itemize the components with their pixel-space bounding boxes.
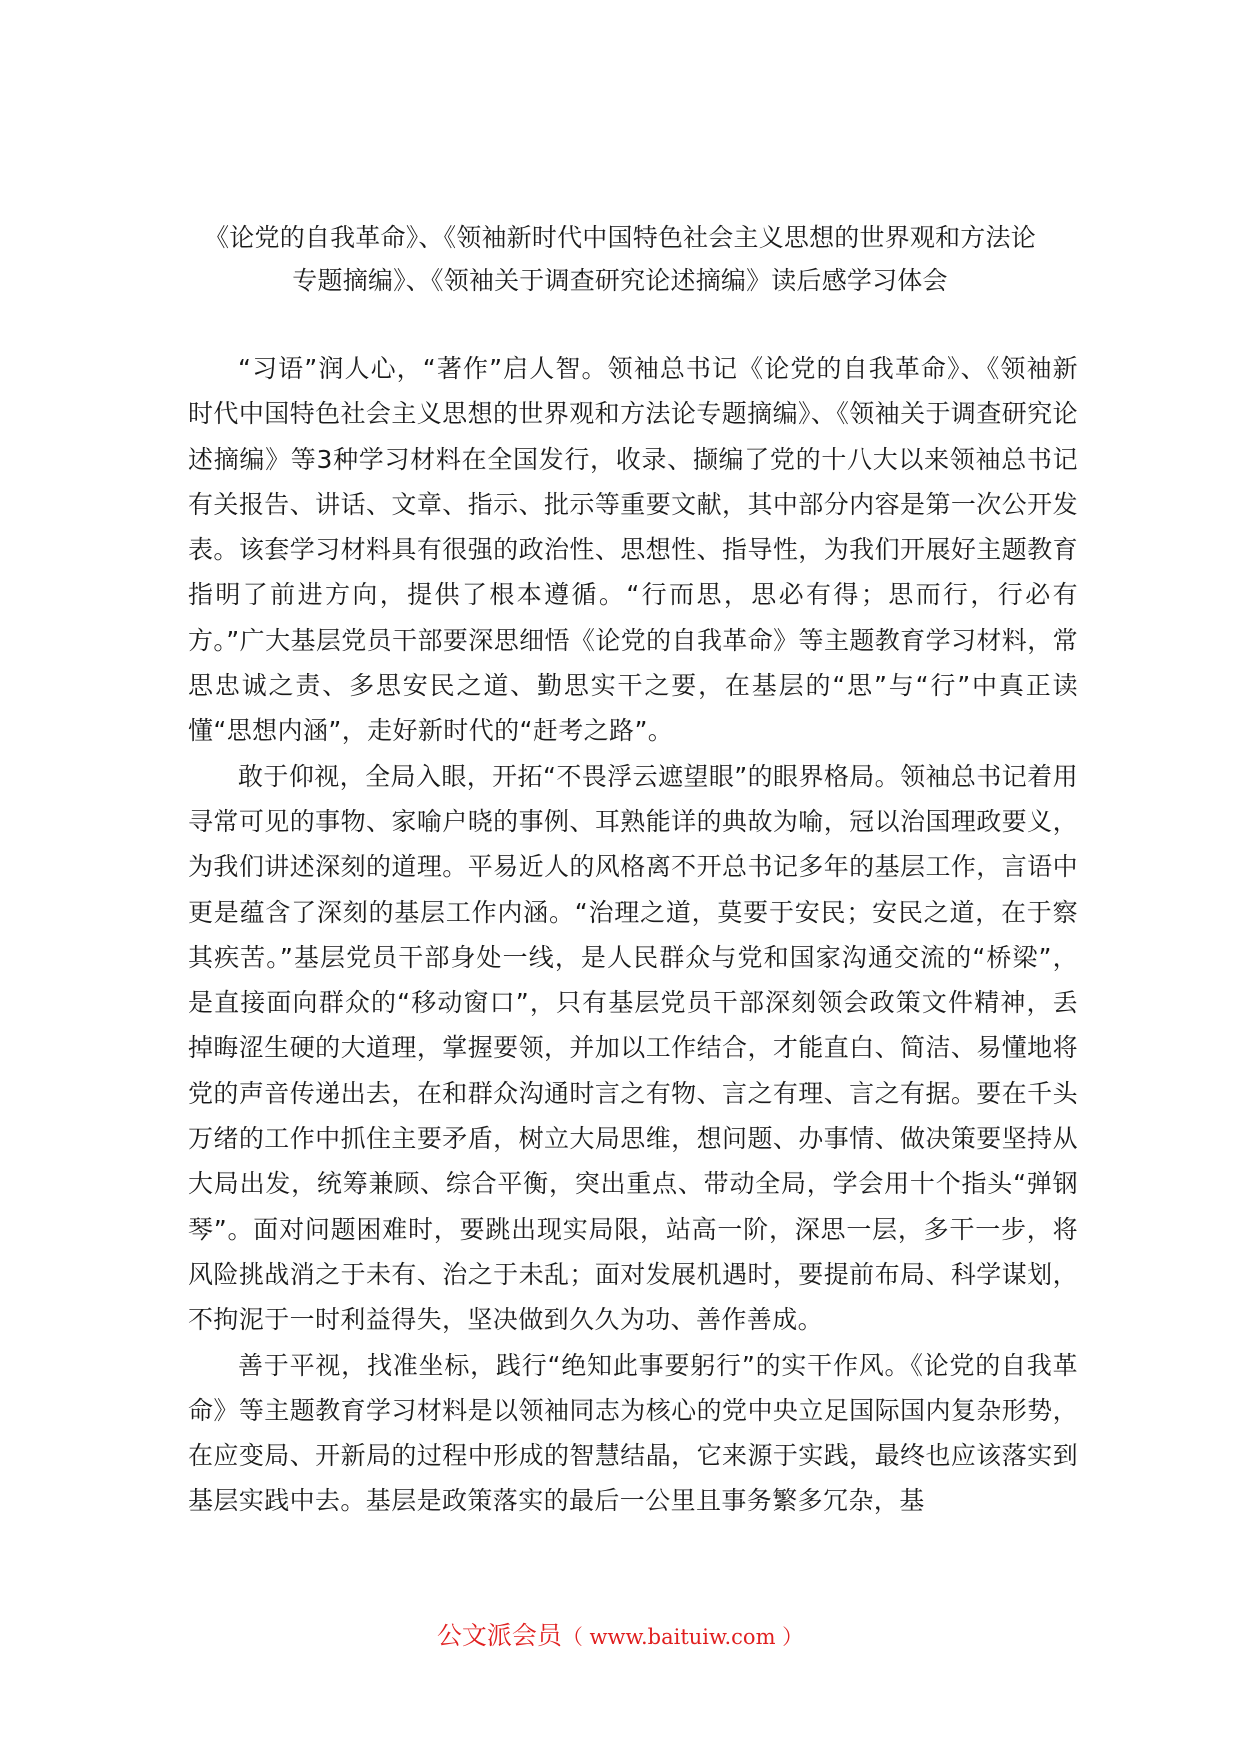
document-title [150, 216, 1090, 302]
footer-site-name: 公文派会员 [436, 1621, 562, 1650]
title-line-1: 《论党的自我革命》、《领袖新时代中国特色社会主义思想的世界观和方法论 [204, 223, 1036, 252]
footer-watermark [0, 1618, 1240, 1655]
footer-url: （ www.baituiw.com ） [561, 1625, 804, 1649]
paragraph-2: 敢于仰视，全局入眼，开拓“不畏浮云遮望眼”的眼界格局。领袖总书记着用寻常可见的事物、家喻户晓的事例、耳熟能详的典故为喻，冠以治国理政要义，为我们讲述深刻的道理。平易近人的风格离不开总书记多年的基层工作，言语中更是蕴含了深刻的基层工作内涵。“治理之道，莫要于安民；安民之道，在于察其疾苦。”基层党员干部身处一线，是人民群众与党和国家沟通交流的“桥梁”，是直接面向群众的“移动窗口”，只有基层党员干部深刻领会政策文件精神，丢掉晦涩生硬的大道理，掌握要领，并加以工作结合，才能直白、简洁、易懂地将党的声音传递出去，在和群众沟通时言之有物、言之有理、言之有据。要在千头万绪的工作中抓住主要矛盾，树立大局思维，想问题、办事情、做决策要坚持从大局出发，统筹兼顾、综合平衡，突出重点、带动全局，学会用十个指头“弹钢琴”。面对问题困难时，要跳出现实局限，站高一阶，深思一层，多干一步，将风险挑战消之于未有、治之于未乱；面对发展机遇时，要提前布局、科学谋划，不拘泥于一时利益得失，坚决做到久久为功、善作善成。 [188, 761, 1078, 1335]
paragraph-1: “习语”润人心，“著作”启人智。领袖总书记《论党的自我革命》、《领袖新时代中国特色社会主义思想的世界观和方法论专题摘编》、《领袖关于调查研究论述摘编》等3种学习材料在全国发行，收录、撷编了党的十八大以来领袖总书记有关报告、讲话、文章、指示、批示等重要文献，其中部分内容是第一次公开发表。该套学习材料具有很强的政治性、思想性、指导性，为我们开展好主题教育指明了前进方向，提供了根本遵循。“行而思，思必有得；思而行，行必有方。”广大基层党员干部要深思细悟《论党的自我革命》等主题教育学习材料，常思忠诚之责、多思安民之道、勤思实干之要，在基层的“思”与“行”中真正读懂“思想内涵”，走好新时代的“赶考之路”。 [188, 354, 1078, 746]
paragraph-3: 善于平视，找准坐标，践行“绝知此事要躬行”的实干作风。《论党的自我革命》等主题教育学习材料是以领袖同志为核心的党中央立足国际国内复杂形势，在应变局、开新局的过程中形成的智慧结晶，它来源于实践，最终也应该落实到基层实践中去。基层是政策落实的最后一公里且事务繁多冗杂，基 [188, 1350, 1078, 1516]
title-line-2: 专题摘编》、《领袖关于调查研究论述摘编》读后感学习体会 [292, 266, 948, 295]
document-body [188, 346, 1078, 1524]
